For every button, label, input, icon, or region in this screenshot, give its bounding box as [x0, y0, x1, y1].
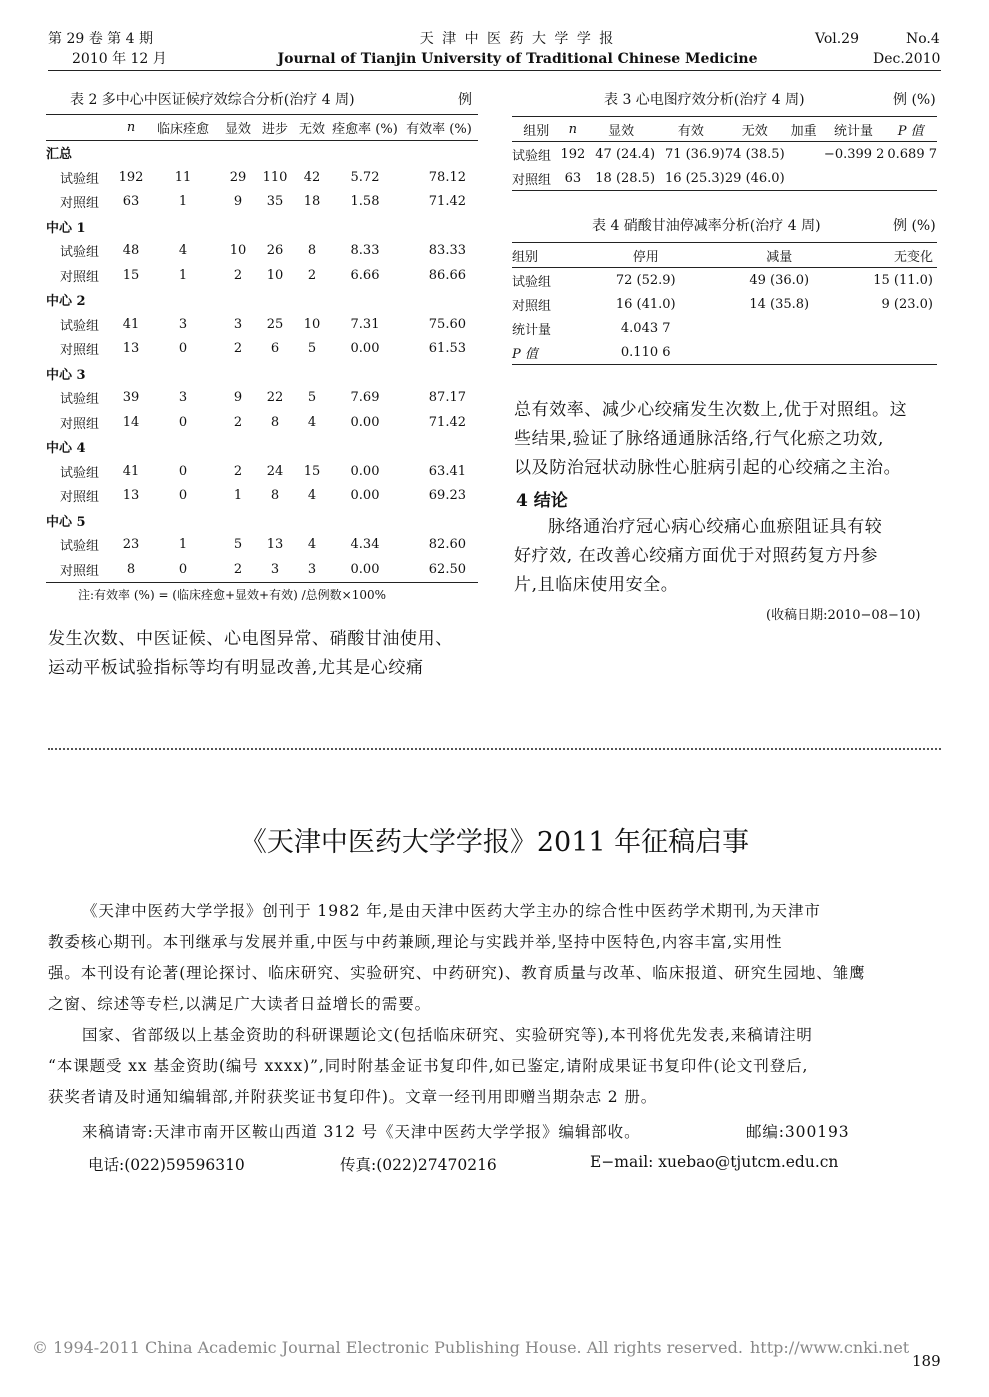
- table-row: [46, 484, 478, 509]
- table-cell: 0.689 7: [887, 146, 937, 162]
- text-line: 些结果,验证了脉络通通脉活络,行气化瘀之功效,: [514, 429, 885, 449]
- table-row: [46, 459, 478, 484]
- table-cell: 0.00: [350, 561, 380, 577]
- right-paragraph: [514, 396, 907, 483]
- table-cell: 2: [233, 267, 243, 283]
- table-row: [46, 337, 478, 362]
- table3-caption: 表 3 心电图疗效分析(治疗 4 周): [604, 92, 805, 108]
- table-cell: [884, 166, 937, 191]
- table2-group-label: 中心 1: [46, 220, 86, 236]
- table-cell: [710, 340, 848, 365]
- table-row: [512, 142, 937, 167]
- submission-address: 来稿请寄:天津市南开区鞍山西道 312 号《天津中医药大学学报》编辑部收。: [82, 1123, 641, 1141]
- table-cell: 78.12: [428, 169, 466, 185]
- table2-col-header: [46, 115, 116, 141]
- table-cell: 23: [122, 537, 140, 553]
- table2-group-row: [46, 435, 478, 460]
- table3-col-header: 组别: [523, 123, 550, 139]
- received-date: (收稿日期:2010−08−10): [766, 608, 921, 623]
- table3-header-row: [512, 117, 937, 142]
- table-cell: 86.66: [428, 267, 466, 283]
- table2-col-header: 痊愈率 (%): [332, 121, 398, 137]
- table-cell: 63: [564, 170, 582, 186]
- table2-caption: 表 2 多中心中医证候疗效综合分析(治疗 4 周): [70, 92, 355, 108]
- table-cell: 1.58: [350, 194, 380, 210]
- table-cell: 对照组: [512, 172, 552, 188]
- phone: 电话:(022)59596310: [88, 1156, 245, 1174]
- table-cell: 4: [307, 488, 317, 504]
- table-cell: 5: [233, 537, 243, 553]
- table-cell: 9: [233, 194, 243, 210]
- table-cell: 试验组: [60, 539, 100, 555]
- notice-line: 国家、省部级以上基金资助的科研课题论文(包括临床研究、实验研究等),本刊将优先发表,来稿请注明: [82, 1026, 813, 1044]
- table2-col-header: 无效: [298, 121, 325, 137]
- journal-title-cn: 天 津 中 医 药 大 学 学 报: [419, 31, 616, 47]
- notice-line: 获奖者请及时通知编辑部,并附获奖证书复印件)。文章一经刊用即赠当期杂志 2 册。: [48, 1088, 658, 1106]
- table-cell: 对照组: [60, 490, 100, 506]
- table3-col-header: P 值: [897, 123, 924, 139]
- table4-col-header: 停用: [632, 249, 659, 265]
- table-cell: 0: [178, 488, 188, 504]
- table4-col-header: 组别: [512, 249, 539, 265]
- table-cell: 0.00: [350, 341, 380, 357]
- table-cell: 4: [307, 537, 317, 553]
- table-cell: 15: [303, 463, 321, 479]
- table-cell: 1: [178, 267, 188, 283]
- notice-line: 强。本刊设有论著(理论探讨、临床研究、实验研究、中药研究)、教育质量与改革、临床报道、研究生园地、雏鹰: [48, 964, 866, 982]
- notice-body: [48, 896, 941, 1113]
- table-cell: 6.66: [350, 267, 380, 283]
- table4: [512, 242, 937, 365]
- table-cell: 2: [233, 341, 243, 357]
- table-cell: 29 (46.0): [724, 170, 785, 186]
- table-cell: 9 (23.0): [881, 296, 933, 312]
- notice-line: 《天津中医药大学学报》创刊于 1982 年,是由天津中医药大学主办的综合性中医药学术期刊,为天津市: [82, 902, 821, 920]
- table-cell: 试验组: [60, 392, 100, 408]
- table-cell: 对照组: [60, 416, 100, 432]
- table-row: [512, 340, 937, 365]
- table-cell: 3: [178, 316, 188, 332]
- page-number: 189: [912, 1352, 941, 1370]
- table-row: [46, 410, 478, 435]
- table-cell: [848, 340, 937, 365]
- table-cell: 对照组: [512, 298, 552, 314]
- table-cell: 试验组: [512, 274, 552, 290]
- header-rule: [48, 70, 941, 71]
- table-cell: 14: [122, 414, 140, 430]
- table3-col-header: 加重: [790, 123, 817, 139]
- notice-line: “本课题受 xx 基金资助(编号 xxxx)”,同时附基金证书复印件,如已鉴定,请附成果证书复印件(论文刊登后,: [48, 1057, 809, 1075]
- table-cell: 47 (24.4): [595, 146, 656, 162]
- table-cell: 7.69: [350, 390, 380, 406]
- table-cell: 0: [178, 561, 188, 577]
- volume-en: Vol.29: [815, 31, 859, 47]
- journal-title-en: Journal of Tianjin University of Traditional Chinese Medicine: [277, 51, 758, 67]
- table-cell: 63: [122, 194, 140, 210]
- table-cell: 15: [122, 267, 140, 283]
- table2-group-row: [46, 214, 478, 239]
- table-row: [512, 268, 937, 293]
- table-cell: 71.42: [428, 194, 466, 210]
- table2-group-label: 中心 2: [46, 294, 86, 310]
- table2-col-header: 进步: [261, 121, 288, 137]
- table-cell: 16 (25.3): [664, 170, 725, 186]
- table-cell: 42: [303, 169, 321, 185]
- table-cell: 1: [178, 537, 188, 553]
- table4-col-header: 无变化: [893, 249, 933, 265]
- table-cell: 39: [122, 390, 140, 406]
- fax: 传真:(022)27470216: [340, 1156, 497, 1174]
- table-cell: 35: [266, 194, 284, 210]
- table2-col-header: 显效: [224, 121, 251, 137]
- section-separator: [48, 748, 941, 750]
- table-cell: 4: [307, 414, 317, 430]
- copyright-notice: © 1994-2011 China Academic Journal Electronic Publishing House. All rights reserved.: [32, 1338, 743, 1357]
- table3: [512, 116, 937, 191]
- table-cell: 48: [122, 243, 140, 259]
- notice-line: 之窗、综述等专栏,以满足广大读者日益增长的需要。: [48, 995, 432, 1013]
- table-cell: 13: [122, 488, 140, 504]
- table-cell: 8: [126, 561, 136, 577]
- table-cell: 63.41: [428, 463, 466, 479]
- table3-unit: 例 (%): [893, 92, 936, 108]
- table-row: [512, 166, 937, 191]
- table-cell: 0: [178, 341, 188, 357]
- table-cell: 7.31: [350, 316, 380, 332]
- table-cell: 62.50: [428, 561, 466, 577]
- table-cell: 3: [178, 390, 188, 406]
- table-cell: 4: [178, 243, 188, 259]
- table-cell: 72 (52.9): [615, 272, 676, 288]
- table4-header-row: [512, 243, 937, 268]
- table-cell: [848, 316, 937, 340]
- table2-group-label: 中心 4: [46, 441, 86, 457]
- section-heading: 4 结论: [516, 491, 568, 511]
- table-row: [46, 190, 478, 215]
- table-cell: 1: [178, 194, 188, 210]
- issue-en: No.4: [906, 31, 940, 47]
- table-cell: 13: [266, 537, 284, 553]
- postcode: 邮编:300193: [746, 1123, 850, 1141]
- table-cell: 22: [266, 390, 284, 406]
- text-line: 总有效率、减少心绞痛发生次数上,优于对照组。这: [514, 400, 908, 420]
- table-cell: 24: [266, 463, 284, 479]
- table-cell: 试验组: [60, 245, 100, 261]
- table-cell: 3: [270, 561, 280, 577]
- table2-header-row: [46, 115, 478, 141]
- table-cell: 0: [178, 463, 188, 479]
- table-cell: 61.53: [428, 341, 466, 357]
- table-cell: 对照组: [60, 269, 100, 285]
- table-cell: 87.17: [428, 390, 466, 406]
- table-cell: 14 (35.8): [749, 296, 810, 312]
- table-row: [46, 533, 478, 558]
- table-cell: 10: [303, 316, 321, 332]
- table-cell: 对照组: [60, 196, 100, 212]
- table-row: [46, 165, 478, 190]
- table-cell: 2: [233, 561, 243, 577]
- notice-title: 《天津中医药大学学报》2011 年征稿启事: [239, 827, 750, 858]
- table-cell: 74 (38.5): [724, 146, 785, 162]
- text-line: 发生次数、中医证候、心电图异常、硝酸甘油使用、: [48, 629, 453, 649]
- table-cell: 192: [118, 169, 144, 185]
- table2-group-row: [46, 361, 478, 386]
- table2-group-label: 中心 5: [46, 514, 86, 530]
- table-cell: 13: [122, 341, 140, 357]
- table-cell: 试验组: [60, 171, 100, 187]
- table2-col-header: 有效率 (%): [406, 121, 472, 137]
- table2-col-header: 临床痊愈: [156, 121, 209, 137]
- table-cell: 0.00: [350, 414, 380, 430]
- text-line: 以及防治冠状动脉性心脏病引起的心绞痛之主治。: [514, 458, 902, 478]
- table-cell: 29: [229, 169, 247, 185]
- table-cell: [785, 166, 823, 191]
- table3-col-header: 显效: [608, 123, 635, 139]
- table-cell: 5.72: [350, 169, 380, 185]
- table-cell: 18: [303, 194, 321, 210]
- table-cell: 对照组: [60, 343, 100, 359]
- table-cell: −0.399 2: [823, 146, 885, 162]
- table-row: [512, 316, 937, 340]
- table-cell: 11: [174, 169, 192, 185]
- table-cell: 2: [307, 267, 317, 283]
- text-line: 脉络通治疗冠心病心绞痛心血瘀阻证具有较: [548, 517, 883, 537]
- table-cell: 83.33: [428, 243, 466, 259]
- table-cell: 2: [233, 463, 243, 479]
- date-cn: 2010 年 12 月: [72, 51, 167, 67]
- table-cell: 5: [307, 390, 317, 406]
- table-cell: 3: [233, 316, 243, 332]
- table-cell: 试验组: [512, 148, 552, 164]
- conclusion-paragraph: [514, 513, 882, 600]
- table3-col-header: 有效: [677, 123, 704, 139]
- table-cell: 4.043 7: [620, 320, 671, 336]
- table-cell: 26: [266, 243, 284, 259]
- table-row: [46, 239, 478, 264]
- table-cell: 0.00: [350, 463, 380, 479]
- text-line: 好疗效, 在改善心绞痛方面优于对照药复方丹参: [514, 546, 879, 566]
- table-cell: 统计量: [512, 322, 552, 338]
- table-cell: 8: [270, 414, 280, 430]
- table2-group-row: [46, 140, 478, 165]
- table-cell: [710, 316, 848, 340]
- table-cell: 10: [266, 267, 284, 283]
- table-cell: 1: [233, 488, 243, 504]
- table2-unit: 例: [458, 92, 472, 108]
- table-cell: 75.60: [428, 316, 466, 332]
- table-cell: 9: [233, 390, 243, 406]
- table-cell: 69.23: [428, 488, 466, 504]
- text-line: 片,且临床使用安全。: [514, 575, 679, 595]
- table-cell: 41: [122, 463, 140, 479]
- notice-line: 教委核心期刊。本刊继承与发展并重,中医与中药兼顾,理论与实践并举,坚持中医特色,内容丰富,实用性: [48, 933, 783, 951]
- table-cell: 192: [560, 146, 586, 162]
- table-row: [46, 312, 478, 337]
- table-cell: 8: [270, 488, 280, 504]
- left-paragraph: [48, 625, 453, 683]
- table-cell: 18 (28.5): [595, 170, 656, 186]
- table-cell: P 值: [512, 346, 538, 362]
- table-cell: 0.00: [350, 488, 380, 504]
- date-en: Dec.2010: [873, 51, 941, 67]
- table-cell: 0.110 6: [620, 344, 671, 360]
- email-link[interactable]: E−mail: xuebao@tjutcm.edu.cn: [590, 1153, 839, 1171]
- table-row: [46, 557, 478, 582]
- table2: [46, 114, 478, 583]
- table-cell: 2: [233, 414, 243, 430]
- table-row: [46, 386, 478, 411]
- table-cell: 8.33: [350, 243, 380, 259]
- table-cell: 25: [266, 316, 284, 332]
- text-line: 运动平板试验指标等均有明显改善,尤其是心绞痛: [48, 658, 424, 678]
- table-cell: 3: [307, 561, 317, 577]
- table4-col-header: 减量: [766, 249, 793, 265]
- table-cell: 71 (36.9): [664, 146, 725, 162]
- table-cell: 5: [307, 341, 317, 357]
- table-cell: 试验组: [60, 318, 100, 334]
- table-row: [46, 263, 478, 288]
- table3-col-header: n: [568, 121, 578, 137]
- table2-note: 注:有效率 (%) = (临床痊愈+显效+有效) /总例数×100%: [78, 588, 386, 602]
- table2-group-label: 汇总: [46, 147, 73, 163]
- table-cell: 16 (41.0): [615, 296, 676, 312]
- table-cell: 41: [122, 316, 140, 332]
- table-cell: [785, 142, 823, 167]
- table-cell: 110: [262, 169, 288, 185]
- table3-col-header: 统计量: [834, 123, 874, 139]
- volume-issue-cn: 第 29 卷 第 4 期: [48, 31, 153, 47]
- table-cell: 4.34: [350, 537, 380, 553]
- table-cell: [823, 166, 885, 191]
- table-row: [512, 292, 937, 316]
- table2-col-header: n: [126, 119, 136, 135]
- table-cell: 10: [229, 243, 247, 259]
- table-cell: 82.60: [428, 537, 466, 553]
- table-cell: 49 (36.0): [749, 272, 810, 288]
- table-cell: 试验组: [60, 465, 100, 481]
- table-cell: 15 (11.0): [873, 272, 933, 288]
- table4-unit: 例 (%): [893, 218, 936, 234]
- table-cell: 对照组: [60, 563, 100, 579]
- table4-caption: 表 4 硝酸甘油停减率分析(治疗 4 周): [592, 218, 821, 234]
- table-cell: 8: [307, 243, 317, 259]
- table-cell: 71.42: [428, 414, 466, 430]
- table2-group-row: [46, 288, 478, 313]
- table2-body: [46, 140, 478, 582]
- cnki-link[interactable]: http://www.cnki.net: [750, 1338, 910, 1357]
- table2-group-label: 中心 3: [46, 367, 86, 383]
- table3-col-header: 无效: [741, 123, 768, 139]
- table2-group-row: [46, 508, 478, 533]
- table-cell: 6: [270, 341, 280, 357]
- table-cell: 0: [178, 414, 188, 430]
